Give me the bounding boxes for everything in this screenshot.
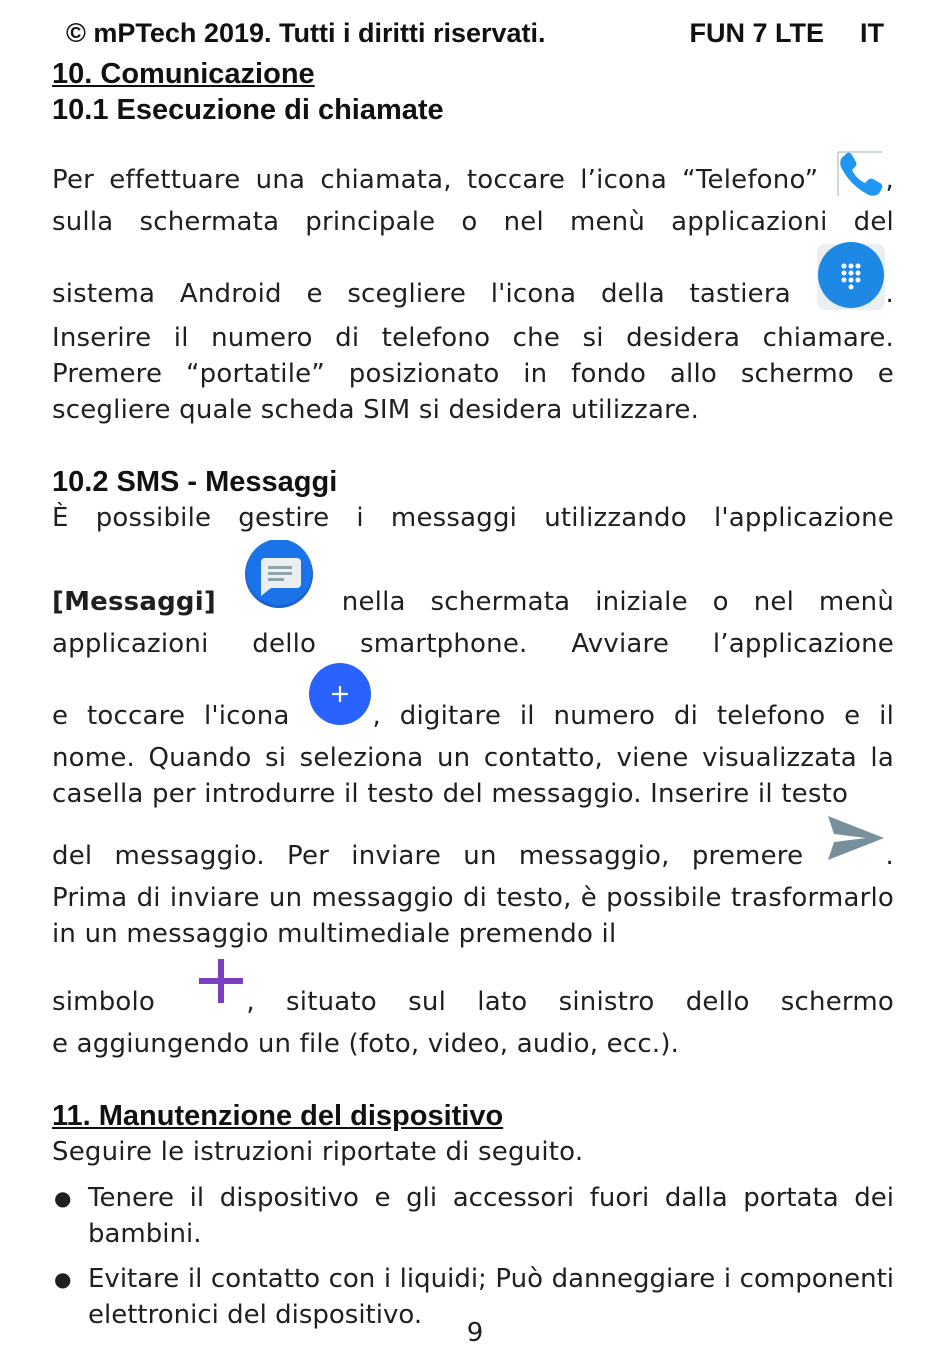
send-icon: [826, 844, 886, 880]
new-message-fab-icon: [308, 702, 372, 740]
page-number: 9: [466, 1318, 484, 1348]
paragraph-sms-line1: È possibile gestire i messaggi utilizzando l'applicazione: [52, 503, 894, 533]
paragraph-calls-rest: Inserire il numero di telefono che si desidera chiamare. Premere “portatile” posizionato in fondo allo schermo e scegliere quale scheda SIM si desidera utilizzare.: [52, 323, 894, 425]
messages-app-icon: [241, 590, 317, 626]
paragraph-sms-line2: [Messaggi] nella schermata iniziale o nel menù: [52, 536, 894, 626]
paragraph-calls-line2: sulla schermata principale o nel menù applicazioni del: [52, 207, 894, 237]
page-header: [66, 18, 884, 54]
list-item: ● Evitare il contatto con i liquidi; Può danneggiare i componenti elettronici del dispositivo.: [52, 1261, 894, 1333]
list-item: ● Tenere il dispositivo e gli accessori fuori dalla portata dei bambini.: [52, 1180, 894, 1252]
language-code: IT: [860, 18, 884, 48]
dialpad-icon: [816, 280, 886, 320]
maintenance-list: [52, 1180, 894, 1333]
phone-icon: [834, 150, 886, 204]
paragraph-sms-line4: e toccare l'icona , digitare il numero di telefono e il: [52, 662, 894, 740]
copyright-text: © mPTech 2019. Tutti i diritti riservati.: [66, 18, 546, 48]
paragraph-sms-line7: Prima di inviare un messaggio di testo, è possibile trasformarlo in un messaggio multimediale premendo il: [52, 883, 894, 949]
paragraph-sms-line3: applicazioni dello smartphone. Avviare l’applicazione: [52, 629, 894, 659]
paragraph-sms-line8: simbolo , situato sul lato sinistro dello schermo: [52, 952, 894, 1026]
plus-icon: [196, 978, 246, 1026]
section-11-title: 11. Manutenzione del dispositivo: [52, 1100, 504, 1132]
section-11-intro: Seguire le istruzioni riportate di seguito.: [52, 1137, 584, 1167]
paragraph-sms-line5: nome. Quando si seleziona un contatto, viene visualizzata la casella per introdurre il testo del messaggio. Inserire il testo: [52, 743, 894, 809]
paragraph-calls-line1: Per effettuare una chiamata, toccare l’icona “Telefono” ,: [52, 150, 894, 204]
section-10-2-title: 10.2 SMS - Messaggi: [52, 466, 338, 498]
paragraph-calls-line3: sistema Android e scegliere l'icona della tastiera .: [52, 240, 894, 320]
section-10-1-title: 10.1 Esecuzione di chiamate: [52, 94, 444, 126]
paragraph-sms-line6: del messaggio. Per inviare un messaggio, premere .: [52, 812, 894, 880]
section-10-title: 10. Comunicazione: [52, 58, 315, 90]
page-content: [52, 56, 894, 1342]
paragraph-sms-line9: e aggiungendo un file (foto, video, audio, ecc.).: [52, 1029, 680, 1059]
model-name: FUN 7 LTE: [689, 18, 824, 48]
